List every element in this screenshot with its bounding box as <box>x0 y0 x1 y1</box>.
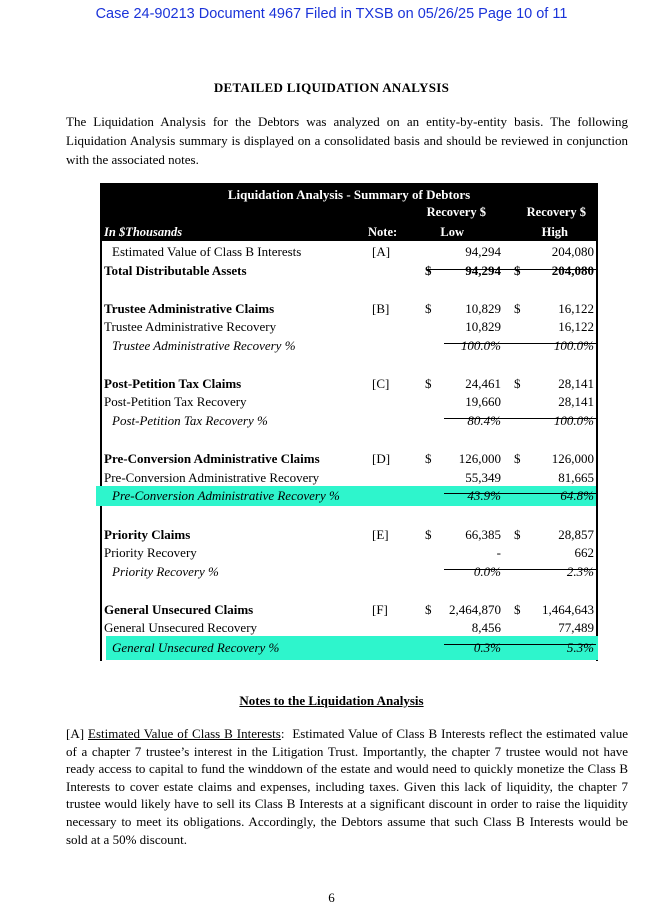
table-row: Post-Petition Tax Claims [C] $ 24,461 $ 28,141 <box>104 376 594 391</box>
note-a-heading: Estimated Value of Class B Interests <box>88 726 281 741</box>
liquidation-summary-table <box>100 183 598 661</box>
note-a-paragraph: [A] Estimated Value of Class B Interests: Estimated Value of Class B Interests reflect the estimated value of a chapter 7 trustee’s interest in the Litigation Trust. Importantly, the chapter 7 trustee would not have ready access to capital to fund the winddown of the estate and would need to quickly monetize the Class B Interests to cover estate claims and expenses, including taxes. Given this lack of liquidity, the chapter 7 trustee would likely have to sell its Class B Interests at a significant discount in order to raise the liquidity necessary to meet its obligations. Accordingly, the Debtors assume that such Class B Interests would be sold at a 50% discount. <box>66 726 629 847</box>
table-row: Trustee Administrative Recovery % 100.0% 100.0% <box>112 338 594 353</box>
units-label: In $Thousands <box>104 225 183 239</box>
document-title: DETAILED LIQUIDATION ANALYSIS <box>213 80 450 95</box>
page-number: 6 <box>328 890 335 902</box>
table-row: Estimated Value of Class B Interests [A] 94,294 204,080 <box>112 244 594 259</box>
table-title: Liquidation Analysis - Summary of Debtors <box>227 187 471 202</box>
col-low-top: Recovery $ <box>426 205 486 219</box>
table-row: Pre-Conversion Administrative Recovery 55,349 81,665 <box>104 470 594 485</box>
notes-title: Notes to the Liquidation Analysis <box>239 693 424 708</box>
table-row: General Unsecured Claims [F] $ 2,464,870 $ 1,464,643 <box>104 602 594 617</box>
table-row: General Unsecured Recovery % 0.3% 5.3% <box>112 640 594 655</box>
table-row: General Unsecured Recovery 8,456 77,489 <box>104 620 594 635</box>
low-header: Low <box>440 225 464 239</box>
table-row: Priority Recovery - 662 <box>104 545 594 560</box>
col-high-top: Recovery $ <box>526 205 586 219</box>
note-a-ref: [A] <box>66 726 85 741</box>
table-row: Pre-Conversion Administrative Recovery % 43.9% 64.8% <box>112 488 594 503</box>
table-row: Total Distributable Assets $ 94,294 $ 204,080 <box>104 263 594 278</box>
table-row: Post-Petition Tax Recovery 19,660 28,141 <box>104 394 594 409</box>
table-row: Priority Claims [E] $ 66,385 $ 28,857 <box>104 527 594 542</box>
table-row: Trustee Administrative Recovery 10,829 16,122 <box>104 319 594 334</box>
table-row: Post-Petition Tax Recovery % 80.4% 100.0% <box>112 413 594 428</box>
note-header: Note: <box>368 225 398 239</box>
intro-paragraph: The Liquidation Analysis for the Debtors was analyzed on an entity-by-entity basis. The following Liquidation Analysis summary is displayed on a consolidated basis and should be reviewed in conjunction with the associated notes. <box>66 114 628 167</box>
table-row: Trustee Administrative Claims [B] $ 10,829 $ 16,122 <box>104 301 594 316</box>
table-header <box>100 183 598 241</box>
high-header: High <box>541 225 568 239</box>
note-a-body: Estimated Value of Class B Interests reflect the estimated value of a chapter 7 trustee’s interest in the Litigation Trust. Importantly, the chapter 7 trustee would not have ready access to capital to fund the winddown of the estate and would need to quickly monetize the Class B Interests to cover estate claims and expenses, including taxes. Given this lack of liquidity, the chapter 7 trustee would likely have to sell its Class B Interests at a significant discount in order to raise the liquidity necessary to meet its obligations. Accordingly, the Debtors assume that such Class B Interests would be sold at a 50% discount. <box>66 726 629 847</box>
table-row: Pre-Conversion Administrative Claims [D] $ 126,000 $ 126,000 <box>104 451 594 466</box>
filing-header: Case 24-90213 Document 4967 Filed in TXSB on 05/26/25 Page 10 of 11 <box>95 6 568 22</box>
table-row: Priority Recovery % 0.0% 2.3% <box>112 564 594 579</box>
